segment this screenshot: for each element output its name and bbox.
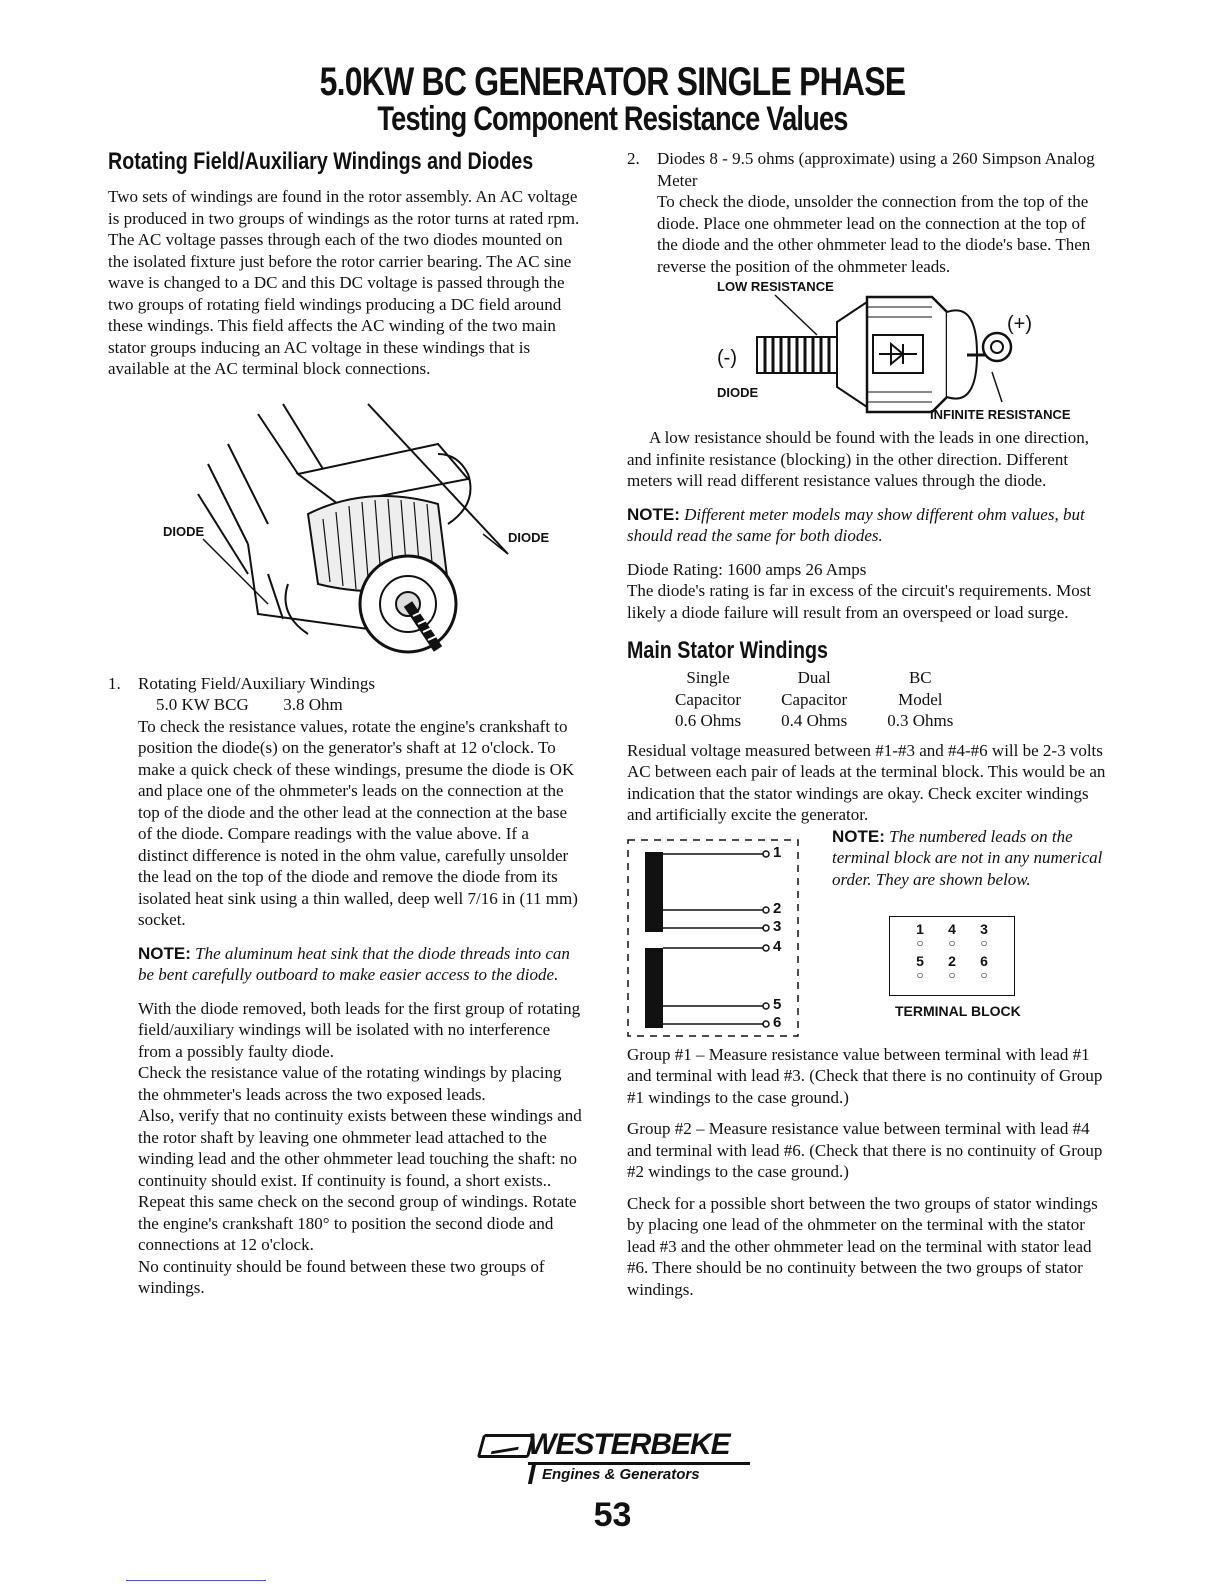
terminal-number: 5: [916, 952, 924, 969]
terminal-row-1: [890, 917, 1014, 937]
paragraph-group-2: Group #2 – Measure resistance value between terminal with lead #4 and terminal with lead #6. (Check that there is no continuity of Group #2 windings to the case ground.): [627, 1119, 1103, 1181]
logo-brand: WESTERBEKE: [528, 1428, 730, 1461]
page-number: 53: [593, 1496, 632, 1534]
label-low-resistance: LOW RESISTANCE: [717, 279, 834, 294]
label-minus: (-): [717, 347, 737, 369]
note-meter-models: [627, 504, 1107, 547]
paragraph-verify-continuity: Also, verify that no continuity exists between these windings and the rotor shaft by leaving one ohmmeter lead attached to the winding lead and the other ohmmeter lead touching the shaft: no continuity should exist. If continuity is found, a short exists..: [138, 1106, 582, 1190]
label-infinite-resistance: INFINITE RESISTANCE: [930, 407, 1071, 422]
lead-label-3: 3: [773, 917, 782, 935]
paragraph-diode-removed: With the diode removed, both leads for the first group of rotating field/auxiliary windings will be isolated with no interference from a possibly faulty diode.: [138, 998, 581, 1061]
logo-mark-icon: [477, 1434, 535, 1458]
figure-label-diode-left: DIODE: [163, 523, 205, 539]
section-heading-rotating-field: Rotating Field/Auxiliary Windings and Diodes: [108, 148, 534, 175]
stator-col-3-line1: BC: [908, 668, 932, 687]
section-heading-main-stator: Main Stator Windings: [627, 637, 828, 664]
item1-spec: [138, 694, 583, 716]
terminal-post-icon: ○: [948, 935, 956, 950]
label-plus: (+): [1007, 313, 1032, 335]
stator-col-1-line1: Single: [686, 668, 730, 687]
note-label: NOTE:: [627, 504, 680, 524]
lead-label-5: 5: [773, 995, 782, 1013]
diode-rating: Diode Rating: 1600 amps 26 Amps: [627, 559, 867, 579]
note-text: The numbered leads on the terminal block are not in any numerical order. They are shown below.: [832, 826, 1103, 889]
logo-tagline: Engines & Generators: [542, 1466, 700, 1483]
figure-label-diode-right: DIODE: [508, 529, 550, 545]
diode-illustration: [627, 277, 1107, 427]
rotor-diode-figure: [108, 384, 583, 669]
note-label: NOTE:: [138, 943, 191, 963]
bottom-divider: [126, 1580, 266, 1581]
paragraph-check-rotating: Check the resistance value of the rotating windings by placing the ohmmeter's leads across the two exposed leads.: [138, 1063, 562, 1104]
logo-underline: [528, 1462, 750, 1465]
terminal-number: 3: [980, 920, 988, 937]
paragraph-low-resistance: A low resistance should be found with the leads in one direction, and infinite resistance (blocking) in the other direction. Different meters will read different resistance values through the diode.: [627, 428, 1090, 490]
lead-label-2: 2: [773, 899, 782, 917]
terminal-row-2: [890, 949, 1014, 969]
list-number-2: 2.: [627, 149, 640, 168]
terminal-posts-row-1: [890, 937, 1014, 949]
note-text: The aluminum heat sink that the diode threads into can be bent carefully outboard to make easier access to the diode.: [138, 943, 570, 984]
note-terminal-order: [832, 826, 1107, 891]
terminal-post-icon: ○: [948, 967, 956, 982]
terminal-post-icon: ○: [980, 967, 988, 982]
page-subtitle: Testing Component Resistance Values: [377, 100, 848, 138]
note-label: NOTE:: [832, 826, 885, 846]
stator-col-3-line3: 0.3 Ohms: [887, 711, 954, 730]
diode-resistance-figure: [627, 277, 1107, 427]
label-diode: DIODE: [717, 385, 759, 400]
terminal-post-icon: ○: [980, 935, 988, 950]
paragraph-no-continuity: No continuity should be found between these two groups of windings.: [138, 1256, 545, 1297]
lead-label-4: 4: [773, 937, 782, 955]
logo-tick: [528, 1464, 536, 1484]
intro-paragraph: Two sets of windings are found in the rotor assembly. An AC voltage is produced in two groups of windings as the rotor turns at rated rpm. The AC voltage passes through each of the two diodes mounted on the isolated fixture just before the rotor carrier bearing. The AC sine wave is changed to a DC and this DC voltage is passed through the two groups of rotating field windings producing a DC field around these windings. This field affects the AC winding of the two main stator groups inducing an AC voltage in these windings that is available at the AC terminal block connections.: [108, 187, 580, 378]
stator-col-2-line2: Capacitor: [781, 689, 848, 709]
terminal-number: 4: [948, 920, 956, 937]
terminal-block-label: TERMINAL BLOCK: [895, 1002, 1021, 1019]
stator-col-2-line3: 0.4 Ohms: [781, 711, 848, 730]
terminal-posts-row-2: [890, 969, 1014, 981]
page-title: 5.0KW BC GENERATOR SINGLE PHASE: [319, 60, 906, 104]
stator-col-1-line2: Capacitor: [675, 689, 742, 709]
terminal-block: [889, 916, 1015, 996]
terminal-post-icon: ○: [916, 967, 924, 982]
westerbeke-logo: [480, 1428, 750, 1490]
list-item-1: [108, 673, 583, 1299]
left-column: [108, 148, 583, 1299]
terminal-number: 1: [916, 920, 924, 937]
note-text: Different meter models may show different ohm values, but should read the same for both diodes.: [627, 504, 1085, 545]
terminal-number: 6: [980, 952, 988, 969]
lead-label-6: 6: [773, 1013, 782, 1031]
diode-rating-body: The diode's rating is far in excess of the circuit's requirements. Most likely a diode failure will result from an overspeed or load surge.: [627, 581, 1092, 622]
list-item-2: [627, 148, 1107, 277]
right-column: [627, 148, 1107, 1300]
lead-label-1: 1: [773, 843, 782, 861]
terminal-number: 2: [948, 952, 956, 969]
item2-title: Diodes 8 - 9.5 ohms (approximate) using a 260 Simpson Analog Meter: [657, 149, 1095, 190]
stator-resistance-table: [657, 667, 975, 732]
list-number-1: 1.: [108, 673, 121, 693]
note-heat-sink: [138, 943, 583, 986]
item1-spec-model: 5.0 KW BCG: [156, 695, 249, 714]
item2-body: To check the diode, unsolder the connection from the top of the diode. Place one ohmmeter lead on the connection at the top of the diode and the other ohmmeter lead to the diode's base. Then reverse the position of the ohmmeter leads.: [657, 192, 1091, 276]
paragraph-repeat-check: Repeat this same check on the second group of windings. Rotate the engine's crankshaft 180° to position the second diode and connections at 12 o'clock.: [138, 1192, 577, 1254]
stator-col-2-line1: Dual: [797, 668, 831, 687]
paragraph-group-1: Group #1 – Measure resistance value between terminal with lead #1 and terminal with lead #3. (Check that there is no continuity of Group #1 windings to the case ground.): [627, 1044, 1103, 1107]
stator-col-3-line2: Model: [898, 689, 943, 709]
terminal-post-icon: ○: [916, 935, 924, 950]
paragraph-residual-voltage: Residual voltage measured between #1-#3 and #4-#6 will be 2-3 volts AC between each pair of leads at the terminal block. This would be an indication that the stator windings are okay. Check exciter windings and artificially excite the generator.: [627, 740, 1106, 824]
item1-spec-value: 3.8 Ohm: [283, 695, 343, 714]
stator-col-1-line3: 0.6 Ohms: [675, 711, 742, 730]
stator-leads-diagram-area: [627, 826, 1107, 1044]
item1-body: To check the resistance values, rotate the engine's crankshaft to position the diode(s) on the generator's shaft at 12 o'clock. To make a quick check of these windings, presume the diode is OK and place one of the ohmmeter's leads on the connection at the top of the diode and the other lead at the connection at the base of the diode. Compare readings with the value above. If a distinct difference is noted in the ohm value, carefully unsolder the lead on the top of the diode and remove the diode from its isolated heat sink using a thin walled, deep well 7/16 in (11 mm) socket.: [138, 716, 578, 929]
paragraph-check-short: Check for a possible short between the two groups of stator windings by placing one lead of the ohmmeter on the terminal with the stator lead #3 and the other ohmmeter lead on the terminal with stator lead #6. There should be no continuity between the two groups of stator windings.: [627, 1193, 1098, 1299]
item1-title: Rotating Field/Auxiliary Windings: [138, 673, 375, 693]
